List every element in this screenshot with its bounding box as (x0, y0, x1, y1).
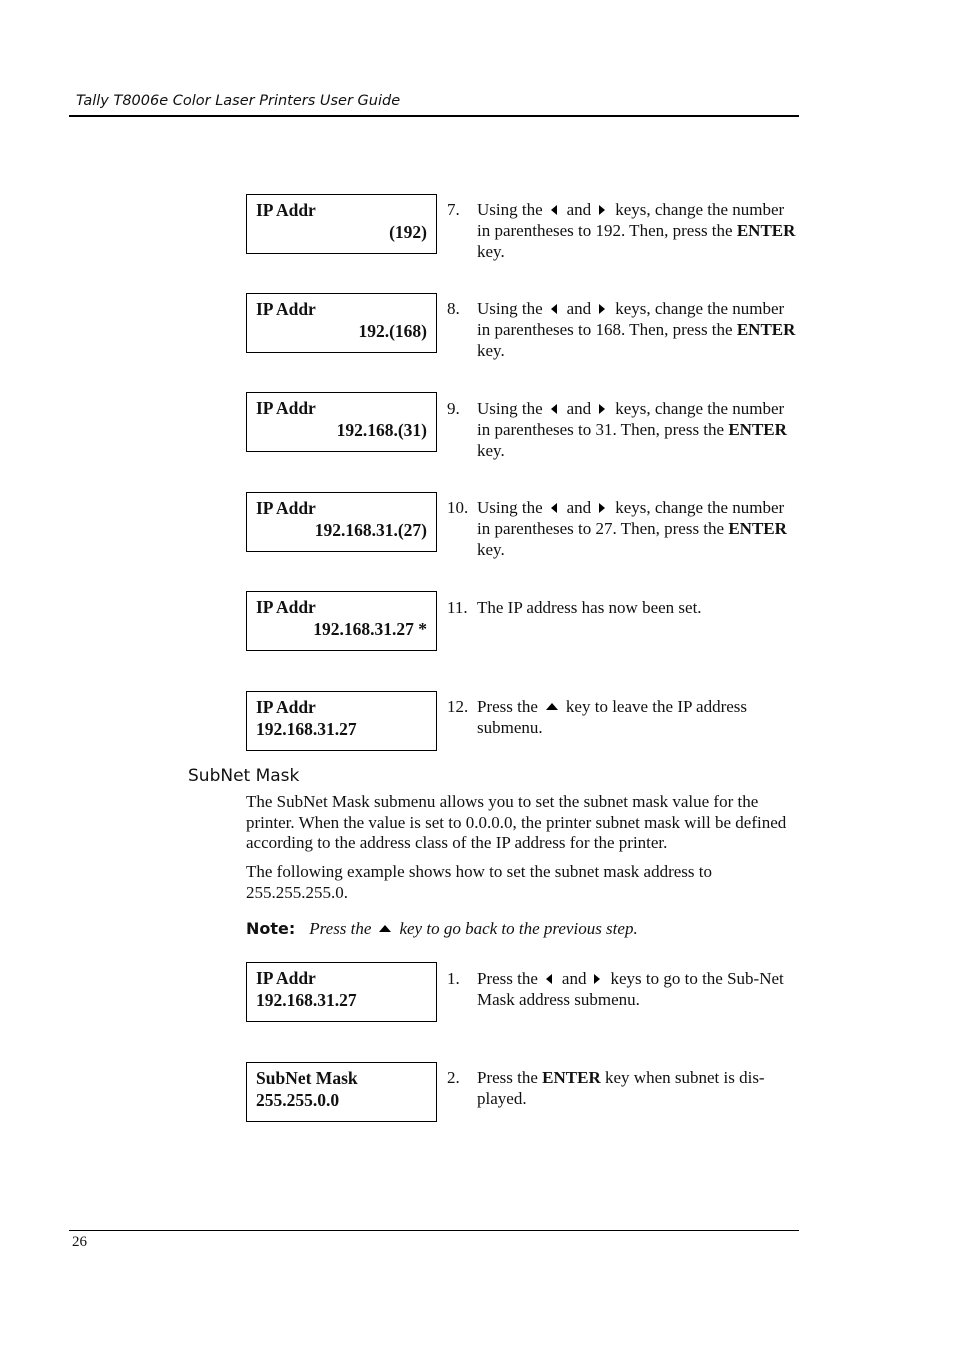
step-text: key. (477, 241, 505, 261)
right-arrow-icon (599, 503, 605, 513)
right-arrow-icon (599, 205, 605, 215)
step-text: keys, change the number in parentheses to 27. Then, press the (477, 498, 785, 538)
step-text: and (566, 399, 592, 418)
lcd-display (246, 293, 437, 353)
step-number: 8. (447, 299, 460, 318)
lcd-line-2: 192.168.(31) (336, 420, 427, 440)
lcd-line-1: IP Addr (256, 597, 316, 617)
left-arrow-icon (551, 404, 557, 414)
lcd-display (246, 194, 437, 254)
enter-key-label: ENTER (736, 319, 796, 339)
step-text: keys, change the number in parentheses to 192. Then, press the (477, 200, 785, 240)
step-text: Press the (477, 697, 538, 716)
step-text: Using the (477, 200, 543, 219)
enter-key-label: ENTER (728, 419, 787, 439)
step-text: Press the (477, 1068, 538, 1087)
step-7 (447, 200, 799, 262)
lcd-line-1: IP Addr (256, 697, 316, 717)
section-heading: SubNet Mask (188, 766, 300, 786)
lcd-line-2: 192.168.31.27 * (313, 619, 427, 639)
lcd-display (246, 691, 437, 751)
subnet-step-1 (447, 969, 799, 1011)
step-text: Press the (477, 969, 538, 988)
step-text: key when subnet is dis-played. (477, 1068, 765, 1108)
step-text: and (566, 200, 592, 219)
step-text: keys, change the number in parentheses to 31. Then, press the (477, 399, 785, 439)
step-text: Using the (477, 399, 543, 418)
step-number: 12. (447, 697, 469, 716)
left-arrow-icon (551, 304, 557, 314)
subnet-step-2 (447, 1068, 799, 1110)
step-text: key. (477, 440, 505, 460)
step-number: 1. (447, 969, 460, 988)
lcd-display (246, 492, 437, 552)
paragraph: The SubNet Mask submenu allows you to set the subnet mask value for the printer. When the value is set to 0.0.0.0, the printer subnet mask will be defined according to the address class of the IP address for the printer. (246, 792, 787, 853)
step-text: and (566, 498, 592, 517)
lcd-line-1: IP Addr (256, 398, 316, 418)
paragraph: The following example shows how to set the subnet mask address to 255.255.255.0. (246, 862, 713, 902)
step-9 (447, 399, 799, 461)
left-arrow-icon (546, 974, 552, 984)
enter-key-label: ENTER (736, 220, 796, 240)
step-8 (447, 299, 799, 361)
step-number: 11. (447, 598, 468, 617)
step-12 (447, 697, 799, 739)
lcd-line-2: 192.(168) (358, 321, 427, 341)
step-text: key to leave the IP address submenu. (477, 697, 748, 737)
lcd-display (246, 1062, 437, 1122)
lcd-display (246, 392, 437, 452)
note-label: Note: (246, 919, 296, 938)
step-text: Using the (477, 299, 543, 318)
step-text: keys to go to the Sub-Net Mask address submenu. (477, 969, 784, 1009)
step-number: 10. (447, 498, 469, 517)
step-10 (447, 498, 799, 560)
step-text: and (561, 969, 587, 988)
header-rule (69, 115, 799, 117)
step-text: key. (477, 340, 505, 360)
lcd-line-1: SubNet Mask (256, 1068, 358, 1088)
up-arrow-icon (379, 925, 391, 932)
left-arrow-icon (551, 205, 557, 215)
note-text: Press the (309, 919, 372, 938)
footer-rule (69, 1230, 799, 1231)
lcd-display (246, 591, 437, 651)
step-number: 2. (447, 1068, 460, 1087)
lcd-line-2: 192.168.31.27 (256, 719, 357, 739)
lcd-line-2: (192) (389, 222, 427, 242)
step-text: keys, change the number in parentheses to 168. Then, press the (477, 299, 785, 339)
step-11 (447, 598, 799, 619)
lcd-line-1: IP Addr (256, 299, 316, 319)
left-arrow-icon (551, 503, 557, 513)
right-arrow-icon (599, 304, 605, 314)
up-arrow-icon (546, 703, 558, 710)
lcd-display (246, 962, 437, 1022)
lcd-line-2: 192.168.31.(27) (314, 520, 427, 540)
right-arrow-icon (599, 404, 605, 414)
page-number: 26 (72, 1234, 87, 1250)
lcd-line-1: IP Addr (256, 498, 316, 518)
running-header: Tally T8006e Color Laser Printers User Guide (76, 93, 401, 109)
step-text: key. (477, 539, 505, 559)
enter-key-label: ENTER (542, 1068, 601, 1087)
lcd-line-2: 255.255.0.0 (256, 1090, 340, 1110)
step-text: Using the (477, 498, 543, 517)
lcd-line-1: IP Addr (256, 200, 316, 220)
step-number: 9. (447, 399, 460, 418)
note-text: key to go back to the previous step. (399, 919, 638, 938)
right-arrow-icon (594, 974, 600, 984)
lcd-line-2: 192.168.31.27 (256, 990, 357, 1010)
note (246, 919, 638, 939)
step-text: The IP address has now been set. (477, 598, 702, 617)
step-number: 7. (447, 200, 460, 219)
enter-key-label: ENTER (728, 518, 787, 538)
step-text: and (566, 299, 592, 318)
lcd-line-1: IP Addr (256, 968, 316, 988)
